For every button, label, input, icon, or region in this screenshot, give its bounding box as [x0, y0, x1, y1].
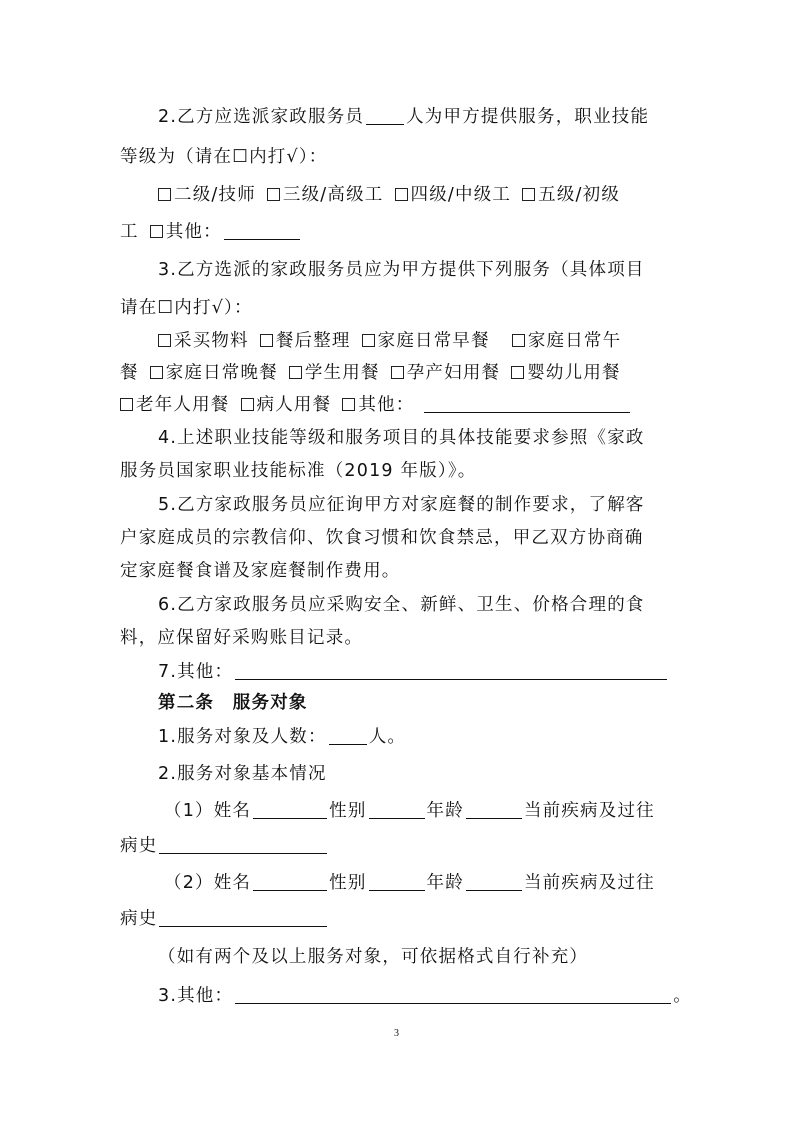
person2-history-label: 当前疾病及过往	[523, 873, 655, 893]
level-label: 三级/高级工	[282, 185, 384, 205]
level-checkbox[interactable]	[267, 188, 280, 201]
level-label-wrap: 工	[120, 222, 139, 242]
person2-name-label: （2）姓名	[164, 873, 252, 893]
service-checkbox[interactable]	[260, 334, 273, 347]
person2-history-label-wrap: 病史	[120, 909, 158, 929]
item7-blank[interactable]	[235, 659, 667, 680]
person2-gender-blank[interactable]	[369, 870, 425, 891]
level-other-blank[interactable]	[224, 219, 300, 240]
level-other-checkbox[interactable]	[150, 225, 163, 238]
person1-history-label: 当前疾病及过往	[523, 801, 655, 821]
skill-level-options-wrap	[120, 218, 680, 246]
person1-age-blank[interactable]	[466, 798, 522, 819]
level-label: 五级/初级	[538, 185, 621, 205]
page-number: 3	[394, 1028, 399, 1039]
item5-line3: 定家庭餐食谱及家庭餐制作费用。	[120, 561, 401, 581]
person1-name-label: （1）姓名	[164, 801, 252, 821]
item2-text-after: 人为甲方提供服务，职业技能	[406, 107, 650, 127]
person1-history-blank[interactable]	[159, 833, 327, 854]
item4-line1: 4.上述职业技能等级和服务项目的具体技能要求参照《家政	[158, 428, 645, 448]
service-options-row1	[158, 327, 718, 355]
person1-age-label: 年龄	[426, 801, 464, 821]
service-checkbox[interactable]	[241, 398, 254, 411]
person2-age-blank[interactable]	[466, 870, 522, 891]
person1-gender-blank[interactable]	[369, 798, 425, 819]
subject-count-blank[interactable]	[329, 724, 367, 745]
article2-other-label: 3.其他：	[158, 986, 234, 1006]
article2-heading: 第二条 服务对象	[158, 693, 308, 713]
service-checkbox[interactable]	[362, 334, 375, 347]
item3-line2: 请在☐内打√）：	[120, 298, 253, 318]
level-other-label: 其他：	[165, 222, 222, 242]
service-label-wrap: 餐	[120, 363, 139, 383]
person1-line1	[164, 797, 724, 825]
level-label: 二级/技师	[174, 185, 256, 205]
service-options-row3	[120, 391, 680, 419]
person2-gender-label: 性别	[329, 873, 367, 893]
person1-name-blank[interactable]	[253, 798, 327, 819]
person2-line2	[120, 905, 680, 933]
service-label: 婴幼儿用餐	[527, 363, 621, 383]
article2-other-period: 。	[673, 986, 692, 1006]
level-checkbox[interactable]	[522, 188, 535, 201]
service-label: 家庭日常晚餐	[165, 363, 278, 383]
service-other-label: 其他：	[358, 395, 415, 415]
item6-line2: 料，应保留好采购账目记录。	[120, 628, 364, 648]
level-label: 四级/中级工	[410, 185, 512, 205]
item2-line2: 等级为（请在☐内打√）：	[120, 147, 328, 167]
item2-text-before: 2.乙方应选派家政服务员	[158, 107, 365, 127]
article2-s2: 2.服务对象基本情况	[158, 764, 327, 784]
service-label: 餐后整理	[275, 331, 351, 351]
service-options-row2	[120, 359, 680, 387]
article2-other-blank[interactable]	[235, 983, 671, 1004]
person2-line1	[164, 869, 724, 897]
person2-history-blank[interactable]	[159, 906, 327, 927]
person1-history-label-wrap: 病史	[120, 836, 158, 856]
service-label: 病人用餐	[256, 395, 332, 415]
level-checkbox[interactable]	[395, 188, 408, 201]
person2-name-blank[interactable]	[253, 870, 327, 891]
item7-label: 7.其他：	[158, 662, 234, 682]
service-label: 学生用餐	[304, 363, 380, 383]
service-label: 老年人用餐	[136, 395, 230, 415]
service-label: 家庭日常午	[527, 331, 622, 351]
service-checkbox[interactable]	[511, 366, 524, 379]
subject-count-label: 1.服务对象及人数：	[158, 727, 327, 747]
service-other-blank[interactable]	[424, 392, 630, 413]
item5-line1: 5.乙方家政服务员应征询甲方对家庭餐的制作要求，了解客	[158, 495, 645, 515]
service-checkbox[interactable]	[120, 398, 133, 411]
item2-line1	[158, 103, 718, 131]
subject-count-unit: 人。	[368, 727, 407, 747]
item3-line1: 3.乙方选派的家政服务员应为甲方提供下列服务（具体项目	[158, 260, 645, 280]
service-label: 采买物料	[174, 331, 249, 351]
service-checkbox[interactable]	[150, 366, 163, 379]
skill-level-options	[158, 181, 718, 209]
service-checkbox[interactable]	[158, 334, 171, 347]
person1-gender-label: 性别	[329, 801, 367, 821]
level-checkbox[interactable]	[158, 188, 171, 201]
service-checkbox[interactable]	[512, 334, 525, 347]
item5-line2: 户家庭成员的宗教信仰、饮食习惯和饮食禁忌，甲乙双方协商确	[120, 528, 644, 548]
article2-note: （如有两个及以上服务对象，可依据格式自行补充）	[158, 947, 589, 967]
staff-count-blank[interactable]	[366, 104, 404, 125]
article2-s1	[158, 723, 718, 751]
service-checkbox[interactable]	[289, 366, 302, 379]
person2-age-label: 年龄	[426, 873, 464, 893]
service-checkbox[interactable]	[391, 366, 404, 379]
item4-line2: 服务员国家职业技能标准（2019 年版）》。	[120, 461, 477, 481]
service-label: 家庭日常早餐	[377, 331, 490, 351]
item7-line	[158, 658, 718, 686]
person1-line2	[120, 832, 680, 860]
service-label: 孕产妇用餐	[406, 363, 501, 383]
item6-line1: 6.乙方家政服务员应采购安全、新鲜、卫生、价格合理的食	[158, 595, 645, 615]
article2-s3	[158, 982, 718, 1010]
service-other-checkbox[interactable]	[342, 398, 355, 411]
